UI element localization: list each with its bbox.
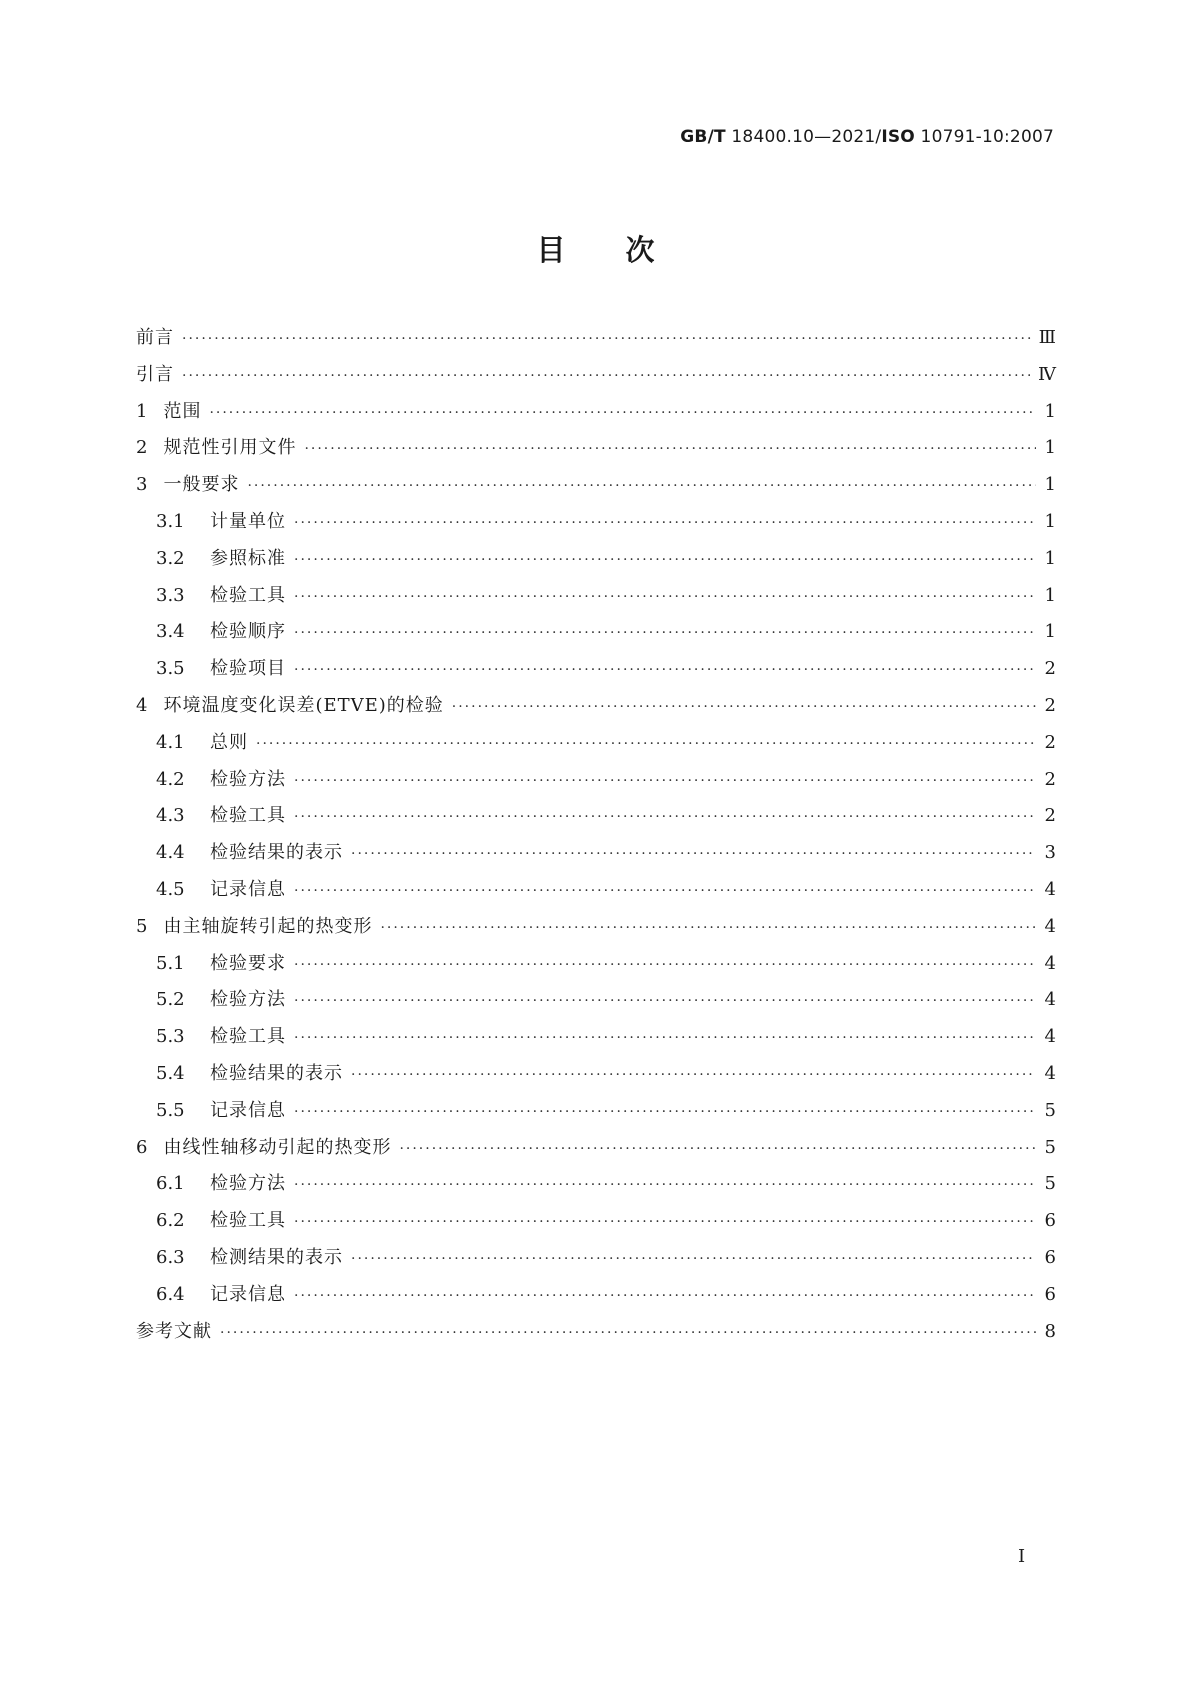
toc-entry-number: 4.2 (156, 768, 185, 790)
toc-entry-label: 检验工具 (210, 1026, 286, 1048)
toc-dot-leader (294, 1214, 1036, 1230)
toc-entry-label: 由主轴旋转引起的热变形 (163, 915, 373, 937)
toc-dot-leader (294, 773, 1036, 789)
toc-entry[interactable] (136, 1133, 1056, 1170)
toc-entry-number: 1 (136, 400, 148, 422)
table-of-contents (136, 323, 1056, 1353)
toc-entry-page: 5 (1044, 1099, 1056, 1121)
toc-entry-label: 检验方法 (210, 1173, 286, 1195)
toc-entry-page: 1 (1044, 621, 1056, 643)
toc-entry-label: 环境温度变化误差(ETVE)的检验 (163, 694, 444, 716)
toc-entry[interactable] (136, 507, 1056, 544)
toc-entry[interactable] (136, 617, 1056, 654)
toc-entry-page: 1 (1044, 474, 1056, 496)
toc-entry-number: 6.2 (156, 1210, 185, 1232)
toc-entry-number: 5.5 (156, 1099, 185, 1121)
toc-entry-page: 2 (1044, 731, 1056, 753)
toc-dot-leader (294, 515, 1036, 531)
toc-entry-label: 规范性引用文件 (163, 437, 297, 459)
toc-entry-label: 记录信息 (210, 878, 286, 900)
toc-entry[interactable] (136, 1096, 1056, 1133)
toc-entry-page: 1 (1044, 437, 1056, 459)
toc-entry[interactable] (136, 1280, 1056, 1317)
toc-entry-number: 3.4 (156, 621, 185, 643)
toc-dot-leader (294, 1030, 1036, 1046)
toc-entry-label: 检验顺序 (210, 621, 286, 643)
toc-entry-label: 检验项目 (210, 658, 286, 680)
toc-entry-page: 8 (1044, 1320, 1056, 1342)
toc-entry-label: 检验工具 (210, 584, 286, 606)
toc-entry-number: 3.2 (156, 547, 185, 569)
toc-entry-number: 3.3 (156, 584, 185, 606)
toc-dot-leader (294, 1104, 1036, 1120)
toc-entry-label: 前言 (136, 327, 174, 348)
toc-dot-leader (351, 1251, 1036, 1267)
toc-entry-label: 计量单位 (210, 510, 286, 532)
toc-entry-label: 一般要求 (163, 474, 240, 496)
toc-entry-page: 2 (1044, 768, 1056, 790)
toc-entry-number: 6.1 (156, 1173, 185, 1195)
toc-dot-leader (247, 478, 1036, 494)
toc-dot-leader (182, 368, 1030, 384)
toc-entry-page: 6 (1044, 1283, 1056, 1305)
toc-entry[interactable] (136, 581, 1056, 618)
toc-dot-leader (182, 331, 1031, 347)
toc-dot-leader (294, 625, 1036, 641)
toc-entry-label: 检验方法 (210, 768, 286, 790)
toc-entry-label: 检验结果的表示 (210, 842, 343, 864)
document-code-header (680, 127, 1054, 147)
toc-dot-leader (209, 405, 1036, 421)
toc-entry-number: 5.2 (156, 989, 185, 1011)
toc-entry[interactable] (136, 1317, 1056, 1354)
toc-entry-page: 1 (1044, 547, 1056, 569)
toc-entry-number: 3.1 (156, 510, 185, 532)
toc-entry[interactable] (136, 1059, 1056, 1096)
toc-dot-leader (399, 1141, 1036, 1157)
toc-entry-page: 4 (1044, 915, 1056, 937)
toc-entry-page: 4 (1044, 989, 1056, 1011)
toc-entry-number: 4.5 (156, 878, 185, 900)
toc-entry-page: 4 (1044, 878, 1056, 900)
toc-entry[interactable] (136, 728, 1056, 765)
toc-entry[interactable] (136, 544, 1056, 581)
toc-entry-page: Ⅲ (1038, 327, 1056, 348)
toc-dot-leader (294, 993, 1036, 1009)
toc-dot-leader (294, 883, 1036, 899)
toc-entry[interactable] (136, 801, 1056, 838)
toc-entry-number: 5 (136, 915, 148, 937)
toc-entry-page: 2 (1044, 658, 1056, 680)
toc-entry-number: 4 (136, 694, 148, 716)
toc-dot-leader (380, 920, 1036, 936)
toc-entry[interactable] (136, 985, 1056, 1022)
toc-entry-label: 参照标准 (210, 547, 286, 569)
toc-dot-leader (294, 957, 1036, 973)
toc-dot-leader (294, 1288, 1036, 1304)
toc-entry-page: 2 (1044, 694, 1056, 716)
toc-entry[interactable] (136, 1206, 1056, 1243)
toc-entry-label: 参考文献 (136, 1320, 212, 1342)
toc-entry-page: 3 (1044, 842, 1056, 864)
toc-entry[interactable] (136, 838, 1056, 875)
toc-entry[interactable] (136, 691, 1056, 728)
toc-dot-leader (294, 552, 1036, 568)
toc-dot-leader (294, 662, 1036, 678)
toc-entry-page: 6 (1044, 1246, 1056, 1268)
toc-entry-number: 2 (136, 437, 148, 459)
toc-entry-label: 记录信息 (210, 1283, 286, 1305)
toc-entry-number: 6.3 (156, 1246, 185, 1268)
toc-entry-page: 1 (1044, 510, 1056, 532)
doc-code-gbt: GB/T (680, 127, 726, 147)
toc-entry-number: 5.3 (156, 1026, 185, 1048)
toc-entry-label: 记录信息 (210, 1099, 286, 1121)
toc-entry-page: 4 (1044, 952, 1056, 974)
toc-entry-label: 检测结果的表示 (210, 1246, 343, 1268)
toc-dot-leader (256, 736, 1036, 752)
toc-entry-number: 4.3 (156, 805, 185, 827)
toc-entry[interactable] (136, 654, 1056, 691)
page-title: 目次 (536, 233, 715, 267)
toc-entry[interactable] (136, 949, 1056, 986)
toc-entry-number: 3 (136, 474, 148, 496)
toc-entry-label: 检验工具 (210, 1210, 286, 1232)
toc-dot-leader (294, 589, 1036, 605)
toc-entry[interactable] (136, 1169, 1056, 1206)
toc-entry-label: 检验结果的表示 (210, 1062, 343, 1084)
toc-dot-leader (220, 1325, 1036, 1341)
toc-entry-number: 4.4 (156, 842, 185, 864)
toc-entry-label: 检验要求 (210, 952, 286, 974)
toc-entry[interactable] (136, 360, 1056, 397)
toc-entry[interactable] (136, 1022, 1056, 1059)
toc-entry-label: 引言 (136, 363, 174, 385)
toc-dot-leader (351, 846, 1036, 862)
doc-code-number: 18400.10—2021/ (725, 127, 882, 147)
toc-dot-leader (294, 1177, 1036, 1193)
toc-entry-label: 检验方法 (210, 989, 286, 1011)
toc-entry-page: 1 (1044, 584, 1056, 606)
toc-entry-page: 5 (1044, 1136, 1056, 1158)
toc-dot-leader (351, 1067, 1036, 1083)
toc-entry[interactable] (136, 433, 1056, 470)
toc-entry[interactable] (136, 912, 1056, 949)
toc-entry[interactable] (136, 470, 1056, 507)
toc-entry-page: 5 (1044, 1173, 1056, 1195)
toc-entry-page: 1 (1044, 400, 1056, 422)
toc-entry[interactable] (136, 323, 1056, 360)
toc-entry[interactable] (136, 765, 1056, 802)
doc-code-iso: ISO (881, 127, 915, 147)
toc-entry-number: 6.4 (156, 1283, 185, 1305)
toc-entry-number: 4.1 (156, 731, 185, 753)
toc-entry-page: Ⅳ (1038, 363, 1056, 385)
page-number: I (1018, 1546, 1026, 1567)
toc-entry-number: 5.4 (156, 1062, 185, 1084)
toc-entry-label: 范围 (163, 400, 202, 422)
doc-code-iso-number: 10791-10:2007 (914, 127, 1054, 147)
toc-dot-leader (304, 441, 1036, 457)
toc-entry-number: 6 (136, 1136, 148, 1158)
toc-entry-label: 由线性轴移动引起的热变形 (163, 1136, 392, 1158)
toc-entry-label: 总则 (210, 731, 248, 753)
toc-entry-page: 6 (1044, 1210, 1056, 1232)
toc-entry-page: 4 (1044, 1026, 1056, 1048)
toc-entry[interactable] (136, 875, 1056, 912)
toc-entry[interactable] (136, 397, 1056, 434)
toc-entry-label: 检验工具 (210, 805, 286, 827)
toc-entry-number: 5.1 (156, 952, 185, 974)
toc-entry[interactable] (136, 1243, 1056, 1280)
toc-entry-number: 3.5 (156, 658, 185, 680)
toc-entry-page: 4 (1044, 1062, 1056, 1084)
toc-dot-leader (294, 809, 1036, 825)
toc-entry-page: 2 (1044, 805, 1056, 827)
toc-dot-leader (452, 699, 1036, 715)
